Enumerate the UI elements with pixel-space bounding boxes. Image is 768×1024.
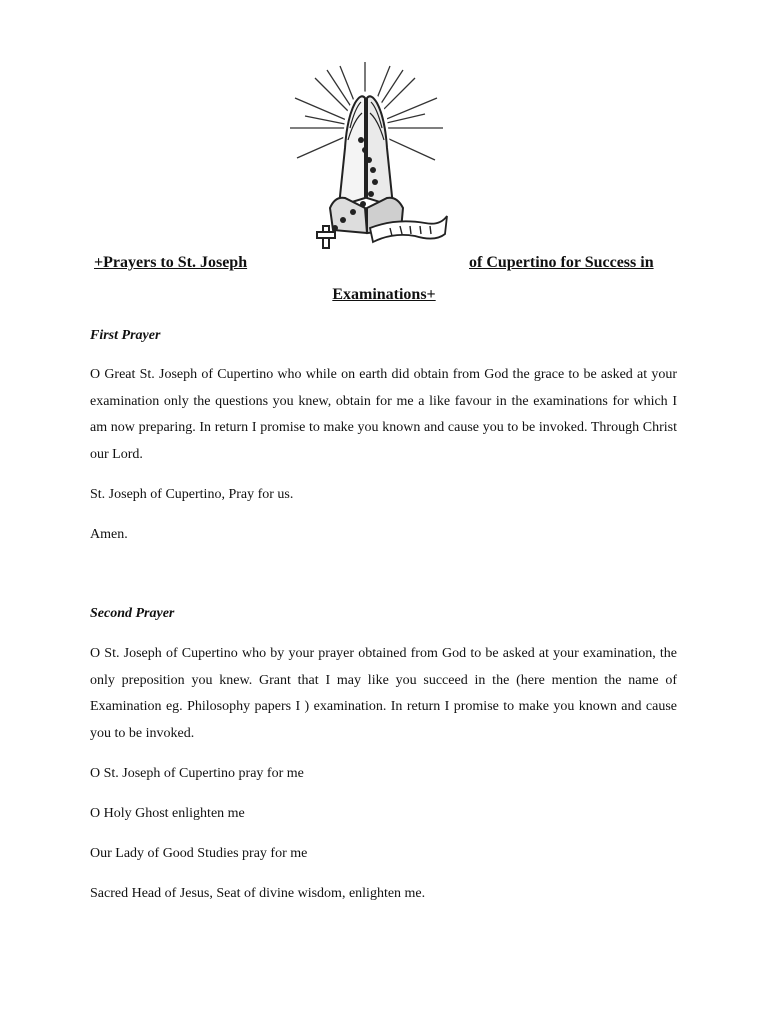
second-prayer-heading: Second Prayer [90,606,175,621]
first-prayer-amen: Amen. [90,527,128,542]
document-title-part2: of Cupertino for Success in [469,254,654,271]
praying-hands-rosary-icon [275,58,455,250]
second-prayer-line-4: Sacred Head of Jesus, Seat of divine wisdom, enlighten me. [90,886,426,901]
second-prayer-line-3: Our Lady of Good Studies pray for me [90,846,308,861]
second-prayer-body: O St. Joseph of Cupertino who by your prayer obtained from God to be asked at your examination, the only preposition you knew. Grant that I may like you succeed in the (here mention the name of Examination eg. Philosophy papers I ) examination. In return I promise to make you known and cause you to be invoked. [90,646,677,741]
document-title-part1: +Prayers to St. Joseph [94,254,248,271]
document-title-part3 [0,286,768,304]
first-prayer-invocation: St. Joseph of Cupertino, Pray for us. [90,487,294,502]
document-title-part3-text: Examinations+ [332,286,436,303]
first-prayer-body: O Great St. Joseph of Cupertino who while on earth did obtain from God the grace to be asked at your examination only the questions you knew, obtain for me a like favour in the examinations for which I am now preparing. In return I promise to make you known and cause you to be invoked. Through Christ our Lord. [90,367,677,462]
first-prayer-heading: First Prayer [90,328,161,343]
second-prayer-line-1: O St. Joseph of Cupertino pray for me [90,766,304,781]
second-prayer-line-2: O Holy Ghost enlighten me [90,806,245,821]
